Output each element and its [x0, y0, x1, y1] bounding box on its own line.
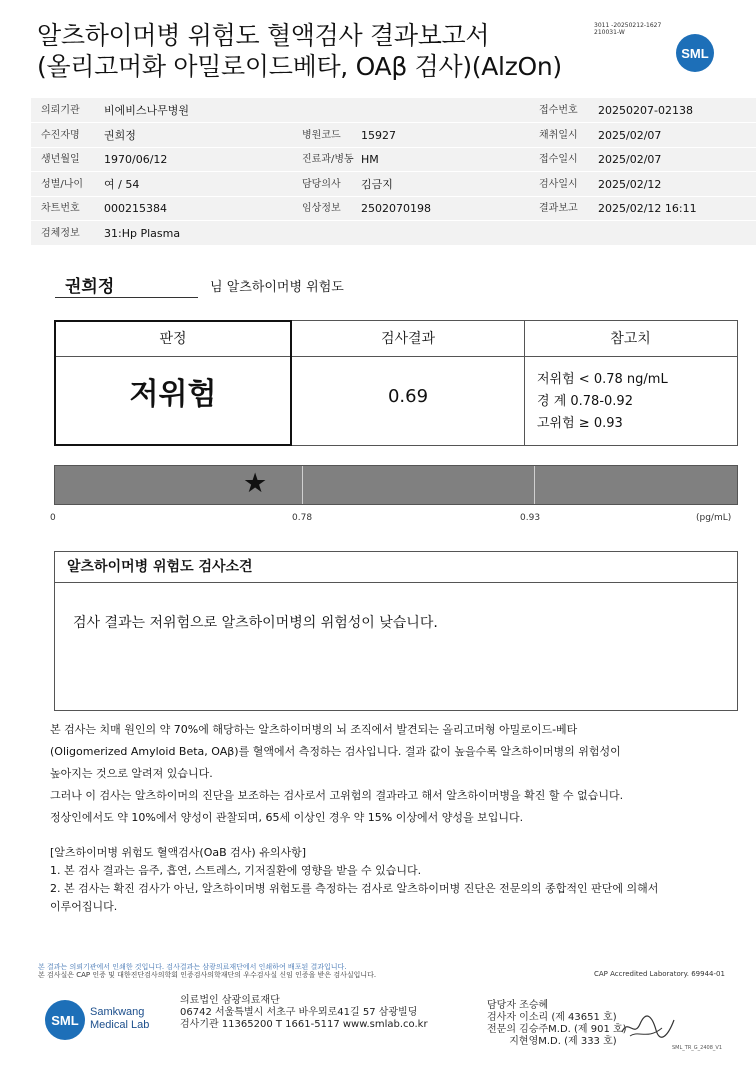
note-line: 이루어집니다.	[50, 900, 118, 913]
info-label: 검체정보	[41, 227, 80, 239]
info-value: 2025/02/07	[598, 153, 662, 166]
finding-box	[54, 551, 738, 711]
info-label: 접수일시	[539, 154, 578, 165]
scale-unit: (pg/mL)	[696, 513, 732, 523]
info-value: HM	[361, 153, 379, 166]
report-title-line2: (올리고머화 아밀로이드베타, OAβ 검사)(AlzOn)	[37, 52, 562, 81]
info-label: 수진자명	[41, 129, 80, 141]
scale-tick-078: 0.78	[292, 513, 313, 523]
document-code	[594, 22, 661, 36]
info-label: 성별/나이	[41, 178, 84, 190]
address-line: 검사기관 11365200 T 1661-5117 www.smlab.co.kr	[180, 1019, 428, 1030]
header-judgement: 판정	[55, 321, 291, 357]
address-line: 의료법인 삼광의료재단	[180, 995, 280, 1006]
result-table	[54, 320, 738, 446]
company-name-line1: Samkwang	[90, 1006, 145, 1018]
staff-line: 검사자 이소리 (제 43651 호)	[487, 1012, 617, 1023]
name-underline	[55, 297, 198, 298]
judgement-value: 저위험	[129, 377, 217, 412]
form-code: SML_TR_G_2408_V1	[672, 1045, 723, 1051]
info-label: 담당의사	[302, 178, 341, 190]
info-label: 접수번호	[539, 105, 578, 116]
info-value: 2025/02/07	[598, 128, 662, 142]
company-name	[90, 1006, 149, 1032]
result-marker-star-icon: ★	[243, 468, 268, 499]
info-value: 000215384	[104, 202, 167, 215]
document-code-line1: 3011 -20250212-1627	[594, 22, 662, 29]
info-label: 채취일시	[539, 129, 578, 141]
signature-icon	[618, 1010, 678, 1042]
result-value: 0.69	[387, 386, 429, 407]
info-value: 김금지	[361, 177, 393, 191]
column-divider	[524, 321, 525, 445]
description-line: (Oligomerized Amyloid Beta, OAβ)를 혈액에서 측정하는 검사입니다. 결과 값이 높을수록 알츠하이머병의 위험성이	[50, 745, 621, 758]
info-label: 임상정보	[302, 203, 341, 214]
description-line: 높아지는 것으로 알려져 있습니다.	[50, 767, 213, 780]
info-label: 병원코드	[302, 129, 341, 141]
info-value: 비에비스나무병원	[104, 104, 190, 117]
patient-info-table	[31, 98, 756, 246]
scale-divider-1	[302, 466, 303, 504]
info-row	[31, 147, 756, 172]
description-line: 정상인에서도 약 10%에서 양성이 관찰되며, 65세 이상인 경우 약 15% 이상에서 양성을 보입니다.	[50, 811, 524, 824]
info-value: 2502070198	[361, 202, 431, 215]
document-code-line2: 210031-W	[594, 29, 625, 36]
info-value: 1970/06/12	[104, 153, 168, 166]
finding-text: 검사 결과는 저위험으로 알츠하이머병의 위험성이 낮습니다.	[73, 615, 438, 631]
finding-title: 알츠하이머병 위험도 검사소견	[55, 552, 737, 583]
reference-high: 고위험 ≥ 0.93	[537, 416, 623, 431]
cap-accreditation: CAP Accredited Laboratory. 69944-01	[594, 970, 725, 978]
reference-low: 저위험 < 0.78 ng/mL	[537, 372, 668, 387]
info-label: 결과보고	[539, 203, 578, 214]
info-label: 차트번호	[41, 203, 80, 214]
report-title-line1: 알츠하이머병 위험도 혈액검사 결과보고서	[37, 21, 490, 50]
info-value: 31:Hp Plasma	[104, 226, 181, 240]
info-row	[31, 172, 756, 197]
report-title	[37, 20, 562, 82]
sml-logo-top: SML	[676, 34, 714, 72]
header-reference: 참고치	[524, 321, 737, 357]
sml-logo-bottom: SML	[45, 1000, 85, 1040]
risk-scale-bar	[54, 465, 738, 505]
footer-notice-print: 본 결과는 의뢰기관에서 인쇄한 것입니다. 검사결과는 삼광의료재단에서 인쇄하여 배포된 결과입니다.	[38, 963, 347, 971]
info-label: 검사일시	[539, 178, 578, 190]
info-row	[31, 98, 756, 123]
info-row	[31, 123, 756, 148]
notes-title: [알츠하이머병 위험도 혈액검사(OaB 검사) 유의사항]	[50, 846, 306, 859]
reference-borderline: 경 계 0.78-0.92	[537, 394, 633, 409]
patient-name-suffix: 님 알츠하이머병 위험도	[210, 280, 344, 295]
info-label: 생년월일	[41, 154, 80, 165]
info-row	[31, 221, 756, 246]
info-label: 진료과/병동	[302, 154, 354, 165]
staff-line: 지현영M.D. (제 333 호)	[487, 1036, 617, 1047]
staff-line: 전문의 김승주M.D. (제 901 호)	[487, 1024, 627, 1035]
info-value: 권희정	[104, 128, 136, 142]
header-result: 검사결과	[292, 321, 524, 357]
patient-name: 권희정	[65, 277, 115, 297]
info-row	[31, 196, 756, 221]
scale-divider-2	[534, 466, 535, 504]
description-line: 그러나 이 검사는 알츠하이머의 진단을 보조하는 검사로서 고위험의 결과라고 해서 알츠하이머병을 확진 할 수 없습니다.	[50, 789, 624, 802]
staff-line: 담당자 조승혜	[487, 1000, 549, 1011]
address-line: 06742 서울특별시 서초구 바우뫼로41길 57 삼광빌딩	[180, 1007, 418, 1018]
note-line: 1. 본 검사 결과는 음주, 흡연, 스트레스, 기저질환에 영향을 받을 수 있습니다.	[50, 864, 422, 877]
info-value: 20250207-02138	[598, 104, 693, 117]
note-line: 2. 본 검사는 확진 검사가 아닌, 알츠하이머병 위험도를 측정하는 검사로 알츠하이머병 진단은 전문의의 종합적인 판단에 의해서	[50, 882, 659, 895]
info-value: 여 / 54	[104, 177, 140, 191]
info-value: 15927	[361, 128, 396, 142]
footer-notice-cap: 본 검사실은 CAP 인증 및 대한진단검사의학회 인증검사의학재단의 우수검사실 신임 인증을 받은 검사실입니다.	[38, 971, 377, 979]
description-line: 본 검사는 치매 원인의 약 70%에 해당하는 알츠하이머병의 뇌 조직에서 발견되는 올리고머형 아밀로이드-베타	[50, 723, 578, 736]
scale-tick-093: 0.93	[520, 513, 541, 523]
info-value: 2025/02/12 16:11	[598, 202, 697, 215]
info-value: 2025/02/12	[598, 177, 662, 191]
company-name-line2: Medical Lab	[90, 1019, 150, 1031]
scale-tick-0: 0	[50, 513, 56, 523]
info-label: 의뢰기관	[41, 105, 80, 116]
